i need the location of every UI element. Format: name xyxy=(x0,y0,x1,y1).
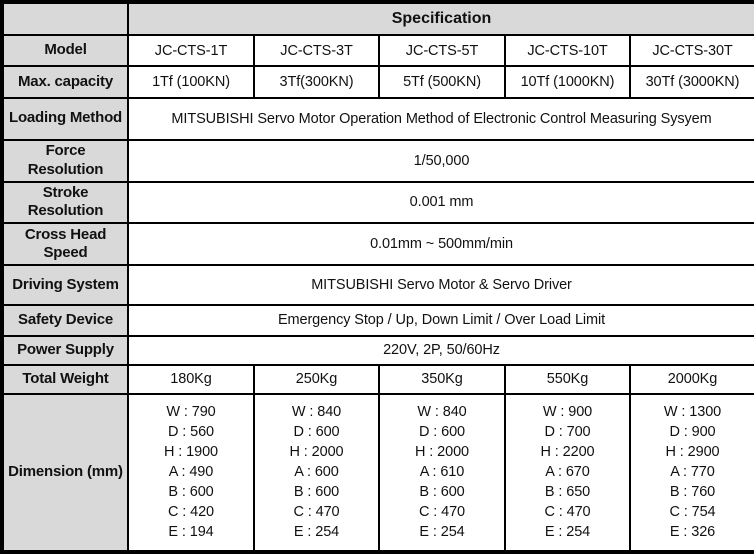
dimension-line: E : 194 xyxy=(168,524,214,541)
dimension-line: B : 600 xyxy=(293,484,340,501)
model-cell: JC-CTS-3T xyxy=(254,35,379,66)
safety-device-row xyxy=(2,305,754,335)
max-capacity-cell: 5Tf (500KN) xyxy=(379,66,505,97)
max-capacity-row xyxy=(2,66,754,97)
max-capacity-cell: 3Tf(300KN) xyxy=(254,66,379,97)
dimension-line: B : 650 xyxy=(544,484,591,501)
stroke-resolution-row xyxy=(2,182,754,224)
dimension-line: A : 600 xyxy=(294,464,339,481)
max-capacity-cell: 30Tf (3000KN) xyxy=(630,66,754,97)
dimension-line: W : 840 xyxy=(417,404,467,421)
row-header-stroke-resolution: Stroke Resolution xyxy=(2,182,128,224)
dimension-line: E : 254 xyxy=(544,524,591,541)
dimension-cell xyxy=(630,394,754,552)
total-weight-cell: 350Kg xyxy=(379,365,505,394)
dimension-line: H : 2000 xyxy=(414,444,469,461)
row-header-cross-head-speed: Cross Head Speed xyxy=(2,223,128,265)
row-header-loading-method: Loading Method xyxy=(2,98,128,140)
cross-head-speed-row xyxy=(2,223,754,265)
power-supply-row xyxy=(2,336,754,365)
max-capacity-cell: 10Tf (1000KN) xyxy=(505,66,630,97)
dimension-cell xyxy=(254,394,379,552)
dimension-line: C : 470 xyxy=(293,504,340,521)
dimension-cell xyxy=(505,394,630,552)
dimension-line: B : 600 xyxy=(168,484,214,501)
total-weight-row xyxy=(2,365,754,394)
dimension-line: W : 900 xyxy=(542,404,593,421)
loading-method-value: MITSUBISHI Servo Motor Operation Method of Electronic Control Measuring Sysyem xyxy=(128,98,754,140)
title-row xyxy=(2,2,754,35)
row-header-model: Model xyxy=(2,35,128,66)
dimension-line: H : 2200 xyxy=(540,444,595,461)
row-header-driving-system: Driving System xyxy=(2,265,128,305)
dimension-line: D : 560 xyxy=(167,424,215,441)
total-weight-cell: 2000Kg xyxy=(630,365,754,394)
cross-head-speed-value: 0.01mm ~ 500mm/min xyxy=(128,223,754,265)
driving-system-value: MITSUBISHI Servo Motor & Servo Driver xyxy=(128,265,754,305)
row-header-total-weight: Total Weight xyxy=(2,365,128,394)
row-header-power-supply: Power Supply xyxy=(2,336,128,365)
power-supply-value: 220V, 2P, 50/60Hz xyxy=(128,336,754,365)
dimension-line: C : 470 xyxy=(418,504,466,521)
stroke-resolution-value: 0.001 mm xyxy=(128,182,754,224)
dimension-line: W : 790 xyxy=(166,404,216,421)
dimension-line: B : 600 xyxy=(419,484,465,501)
max-capacity-cell: 1Tf (100KN) xyxy=(128,66,254,97)
dimension-line: C : 420 xyxy=(167,504,215,521)
model-cell: JC-CTS-1T xyxy=(128,35,254,66)
dimension-line: E : 326 xyxy=(669,524,716,541)
row-header-force-resolution: Force Resolution xyxy=(2,140,128,182)
model-cell: JC-CTS-10T xyxy=(505,35,630,66)
dimension-line: A : 490 xyxy=(168,464,214,481)
safety-device-value: Emergency Stop / Up, Down Limit / Over Load Limit xyxy=(128,305,754,335)
dimension-line: D : 900 xyxy=(669,424,716,441)
dimension-line: A : 610 xyxy=(419,464,465,481)
dimension-row xyxy=(2,394,754,552)
row-header-dimension: Dimension (mm) xyxy=(2,394,128,552)
row-header-safety-device: Safety Device xyxy=(2,305,128,335)
dimension-cell xyxy=(128,394,254,552)
corner-cell xyxy=(2,2,128,35)
dimension-line: H : 1900 xyxy=(163,444,218,461)
dimension-line: A : 770 xyxy=(670,464,715,481)
dimension-line: D : 600 xyxy=(293,424,340,441)
force-resolution-value: 1/50,000 xyxy=(128,140,754,182)
dimension-line: E : 254 xyxy=(419,524,465,541)
dimension-cell xyxy=(379,394,505,552)
table-title: Specification xyxy=(128,2,754,35)
row-header-max-capacity: Max. capacity xyxy=(2,66,128,97)
dimension-line: C : 470 xyxy=(544,504,591,521)
dimension-line: W : 840 xyxy=(291,404,342,421)
dimension-line: A : 670 xyxy=(545,464,590,481)
total-weight-cell: 550Kg xyxy=(505,365,630,394)
total-weight-cell: 180Kg xyxy=(128,365,254,394)
dimension-line: C : 754 xyxy=(669,504,716,521)
dimension-line: D : 700 xyxy=(544,424,591,441)
driving-system-row xyxy=(2,265,754,305)
dimension-line: D : 600 xyxy=(418,424,466,441)
dimension-line: E : 254 xyxy=(293,524,340,541)
dimension-line: H : 2000 xyxy=(289,444,344,461)
dimension-line: B : 760 xyxy=(669,484,716,501)
force-resolution-row xyxy=(2,140,754,182)
total-weight-cell: 250Kg xyxy=(254,365,379,394)
model-cell: JC-CTS-30T xyxy=(630,35,754,66)
dimension-line: H : 2900 xyxy=(665,444,720,461)
loading-method-row xyxy=(2,98,754,140)
model-cell: JC-CTS-5T xyxy=(379,35,505,66)
dimension-line: W : 1300 xyxy=(663,404,722,421)
model-row xyxy=(2,35,754,66)
